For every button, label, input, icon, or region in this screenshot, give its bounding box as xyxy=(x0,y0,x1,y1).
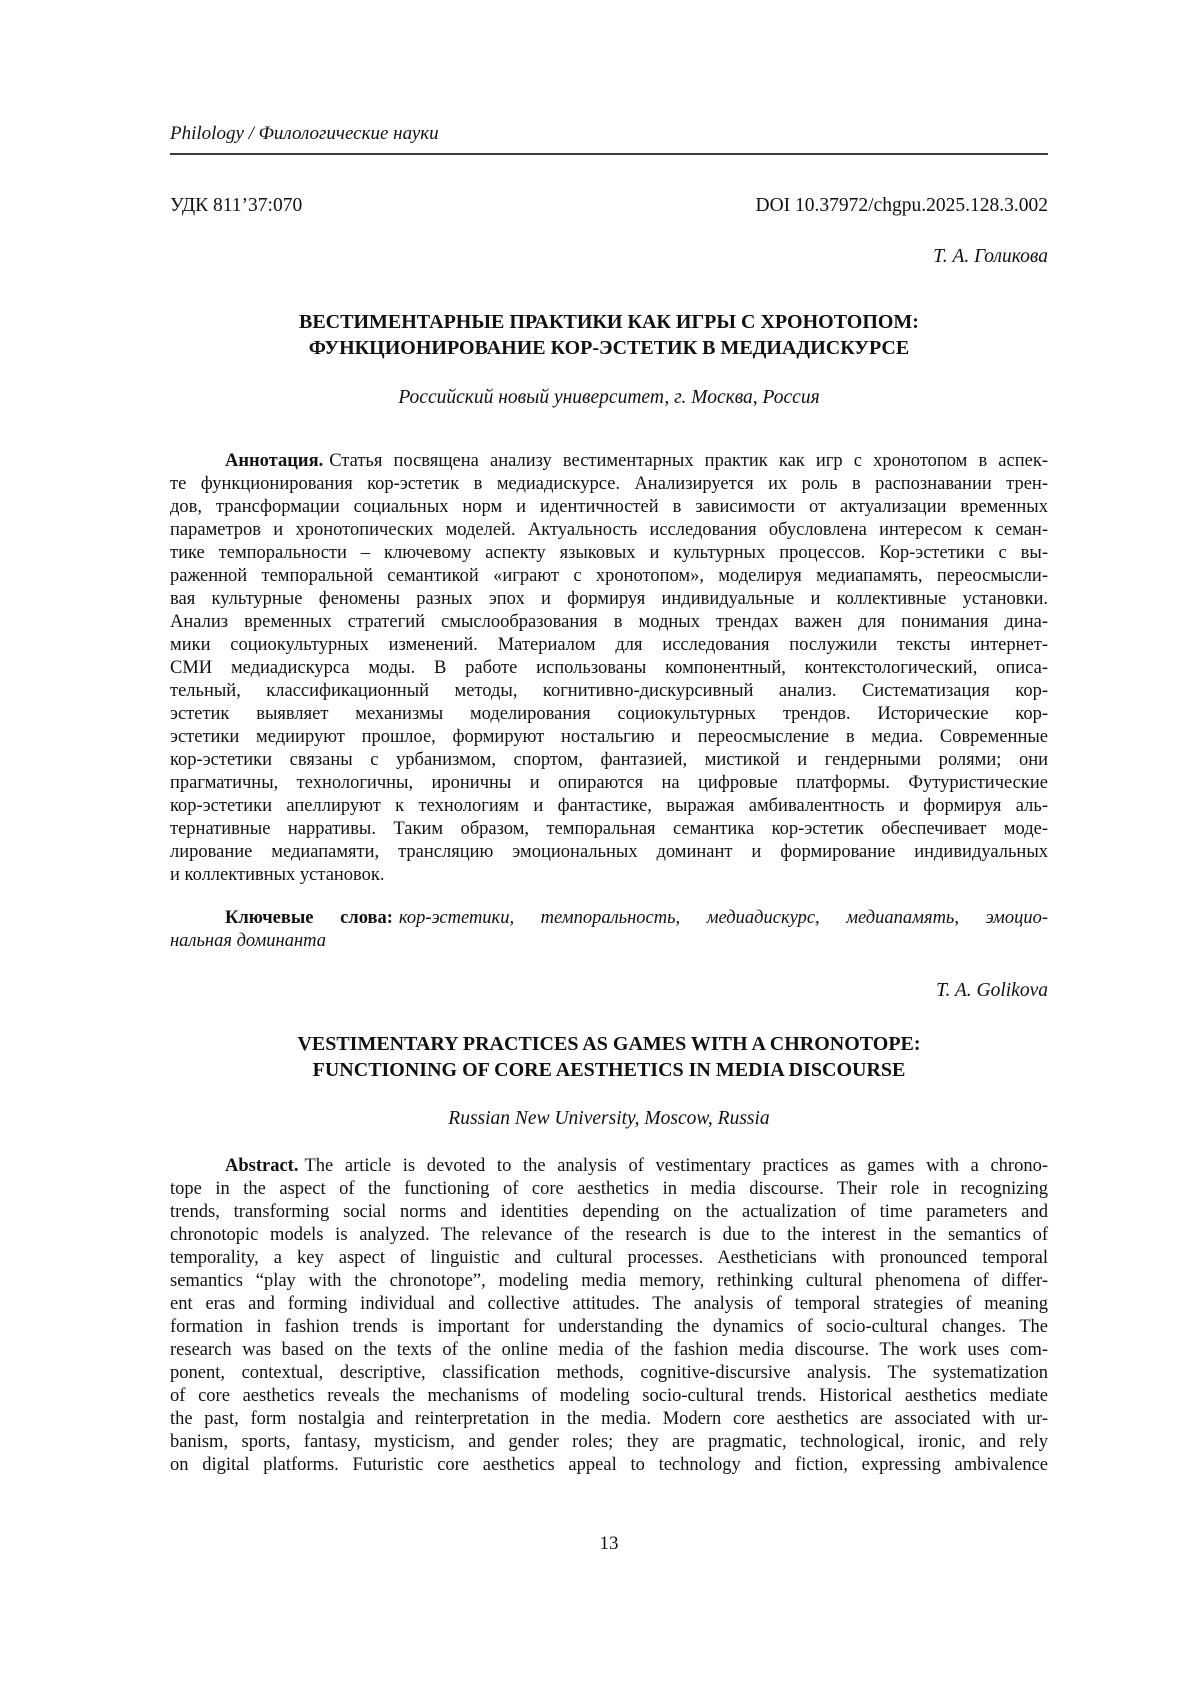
author-en: T. A. Golikova xyxy=(936,980,1048,1001)
paragraph-line: banism, sports, fantasy, mysticism, and gender roles; they are pragmatic, technological, ironic, and rely xyxy=(170,1432,1048,1452)
paragraph-line: вая культурные феномены разных эпох и формируя индивидуальные и коллективные установки. xyxy=(170,589,1048,609)
article-title-ru-line1: ВЕСТИМЕНТАРНЫЕ ПРАКТИКИ КАК ИГРЫ С ХРОНОТОПОМ: xyxy=(299,311,919,333)
article-title-en-line2: FUNCTIONING OF CORE AESTHETICS IN MEDIA DISCOURSE xyxy=(312,1059,906,1081)
abstract-ru-line1-text: Статья посвящена анализу вестиментарных практик как игр с хронотопом в аспек- xyxy=(329,451,1048,471)
abstract-ru-body xyxy=(170,473,1048,887)
abstract-en xyxy=(170,1155,1048,1477)
article-title-ru xyxy=(170,309,1048,361)
paragraph-line: semantics “play with the chronotope”, modeling media memory, rethinking cultural phenomena of differ- xyxy=(170,1271,1048,1291)
article-title-en-line1: VESTIMENTARY PRACTICES AS GAMES WITH A CHRONOTOPE: xyxy=(297,1033,921,1055)
paragraph-line: и коллективных установок. xyxy=(170,865,385,885)
paragraph-line: tope in the aspect of the functioning of core aesthetics in media discourse. Their role in recognizing xyxy=(170,1179,1048,1199)
abstract-en-label: Abstract. xyxy=(225,1156,299,1176)
udc-code: УДК 811’37:070 xyxy=(170,195,303,216)
paragraph-line: тельный, классификационный методы, когнитивно-дискурсивный анализ. Систематизация кор- xyxy=(170,681,1048,701)
abstract-en-body xyxy=(170,1178,1048,1477)
paragraph-line: кор-эстетики апеллируют к технологиям и фантастике, выражая амбивалентность и формируя аль- xyxy=(170,796,1048,816)
abstract-ru-label: Аннотация. xyxy=(225,451,324,471)
abstract-ru-first-line xyxy=(170,450,1048,473)
paragraph-line: temporality, a key aspect of linguistic and cultural processes. Aestheticians with pronounced temporal xyxy=(170,1248,1048,1268)
paragraph-line: тике темпоральности – ключевому аспекту языковых и культурных процессов. Кор-эстетики с вы- xyxy=(170,543,1048,563)
paragraph-line: лирование медиапамяти, трансляцию эмоциональных доминант и формирование индивидуальных xyxy=(170,842,1048,862)
paragraph-line: ent eras and forming individual and collective attitudes. The analysis of temporal strategies of meaning xyxy=(170,1294,1048,1314)
paragraph-line: the past, form nostalgia and reinterpretation in the media. Modern core aesthetics are associated with ur- xyxy=(170,1409,1048,1429)
paragraph-line: on digital platforms. Futuristic core aesthetics appeal to technology and fiction, expressing ambivalence xyxy=(170,1455,1048,1475)
keywords-ru xyxy=(170,907,1048,953)
paragraph-line: formation in fashion trends is important for understanding the dynamics of socio-cultural changes. The xyxy=(170,1317,1048,1337)
running-head: Philology / Филологические науки xyxy=(170,122,1048,155)
meta-row xyxy=(170,194,1048,218)
paragraph-line: ponent, contextual, descriptive, classification methods, cognitive-discursive analysis. The systematization xyxy=(170,1363,1048,1383)
paragraph-line: прагматичны, технологичны, ироничны и опираются на цифровые платформы. Футуристические xyxy=(170,773,1048,793)
paragraph-line: параметров и хронотопических моделей. Актуальность исследования обусловлена интересом к семан- xyxy=(170,520,1048,540)
abstract-en-first-line xyxy=(170,1155,1048,1178)
article-title-en xyxy=(170,1031,1048,1083)
affiliation-en: Russian New University, Moscow, Russia xyxy=(448,1108,770,1129)
paragraph-line: эстетики медиируют прошлое, формируют ностальгию и переосмысление в медиа. Современные xyxy=(170,727,1048,747)
paragraph-line: trends, transforming social norms and identities depending on the actualization of time parameters and xyxy=(170,1202,1048,1222)
page-number: 13 xyxy=(599,1533,619,1554)
paragraph-line: тернативные нарративы. Таким образом, темпоральная семантика кор-эстетик обеспечивает моде- xyxy=(170,819,1048,839)
keywords-ru-label: Ключевые слова: xyxy=(225,908,393,928)
keywords-ru-first-line xyxy=(170,907,1048,930)
doi-code: DOI 10.37972/chgpu.2025.128.3.002 xyxy=(755,195,1048,216)
paragraph-line: of core aesthetics reveals the mechanisms of modeling socio-cultural trends. Historical aesthetics mediate xyxy=(170,1386,1048,1406)
paragraph-line: research was based on the texts of the online media of the fashion media discourse. The work uses com- xyxy=(170,1340,1048,1360)
keywords-ru-line2: нальная доминанта xyxy=(170,931,326,951)
paragraph-line: эстетик выявляет механизмы моделирования социокультурных трендов. Исторические кор- xyxy=(170,704,1048,724)
affiliation-ru: Российский новый университет, г. Москва, Россия xyxy=(398,387,820,408)
paragraph-line: Анализ временных стратегий смыслообразования в модных трендах важен для понимания дина- xyxy=(170,612,1048,632)
paragraph-line: chronotopic models is analyzed. The relevance of the research is due to the interest in the semantics of xyxy=(170,1225,1048,1245)
paragraph-line: те функционирования кор-эстетик в медиадискурсе. Анализируется их роль в распознавании трен- xyxy=(170,474,1048,494)
author-ru: Т. А. Голикова xyxy=(933,246,1048,267)
paragraph-line: кор-эстетики связаны с урбанизмом, спортом, фантазией, мистикой и гендерными ролями; они xyxy=(170,750,1048,770)
paragraph-line: дов, трансформации социальных норм и идентичностей в зависимости от актуализации временных xyxy=(170,497,1048,517)
paragraph-line: раженной темпоральной семантикой «играют с хронотопом», моделируя медиапамять, переосмысли- xyxy=(170,566,1048,586)
article-title-ru-line2: ФУНКЦИОНИРОВАНИЕ КОР-ЭСТЕТИК В МЕДИАДИСКУРСЕ xyxy=(308,337,910,359)
abstract-en-line1-text: The article is devoted to the analysis of vestimentary practices as games with a chrono- xyxy=(304,1156,1048,1176)
abstract-ru xyxy=(170,450,1048,887)
paragraph-line: СМИ медиадискурса моды. В работе использованы компонентный, контекстологический, описа- xyxy=(170,658,1048,678)
paragraph-line: мики социокультурных изменений. Материалом для исследования послужили тексты интернет- xyxy=(170,635,1048,655)
keywords-ru-line1-text: кор-эстетики, темпоральность, медиадискурс, медиапамять, эмоцио- xyxy=(398,908,1048,928)
